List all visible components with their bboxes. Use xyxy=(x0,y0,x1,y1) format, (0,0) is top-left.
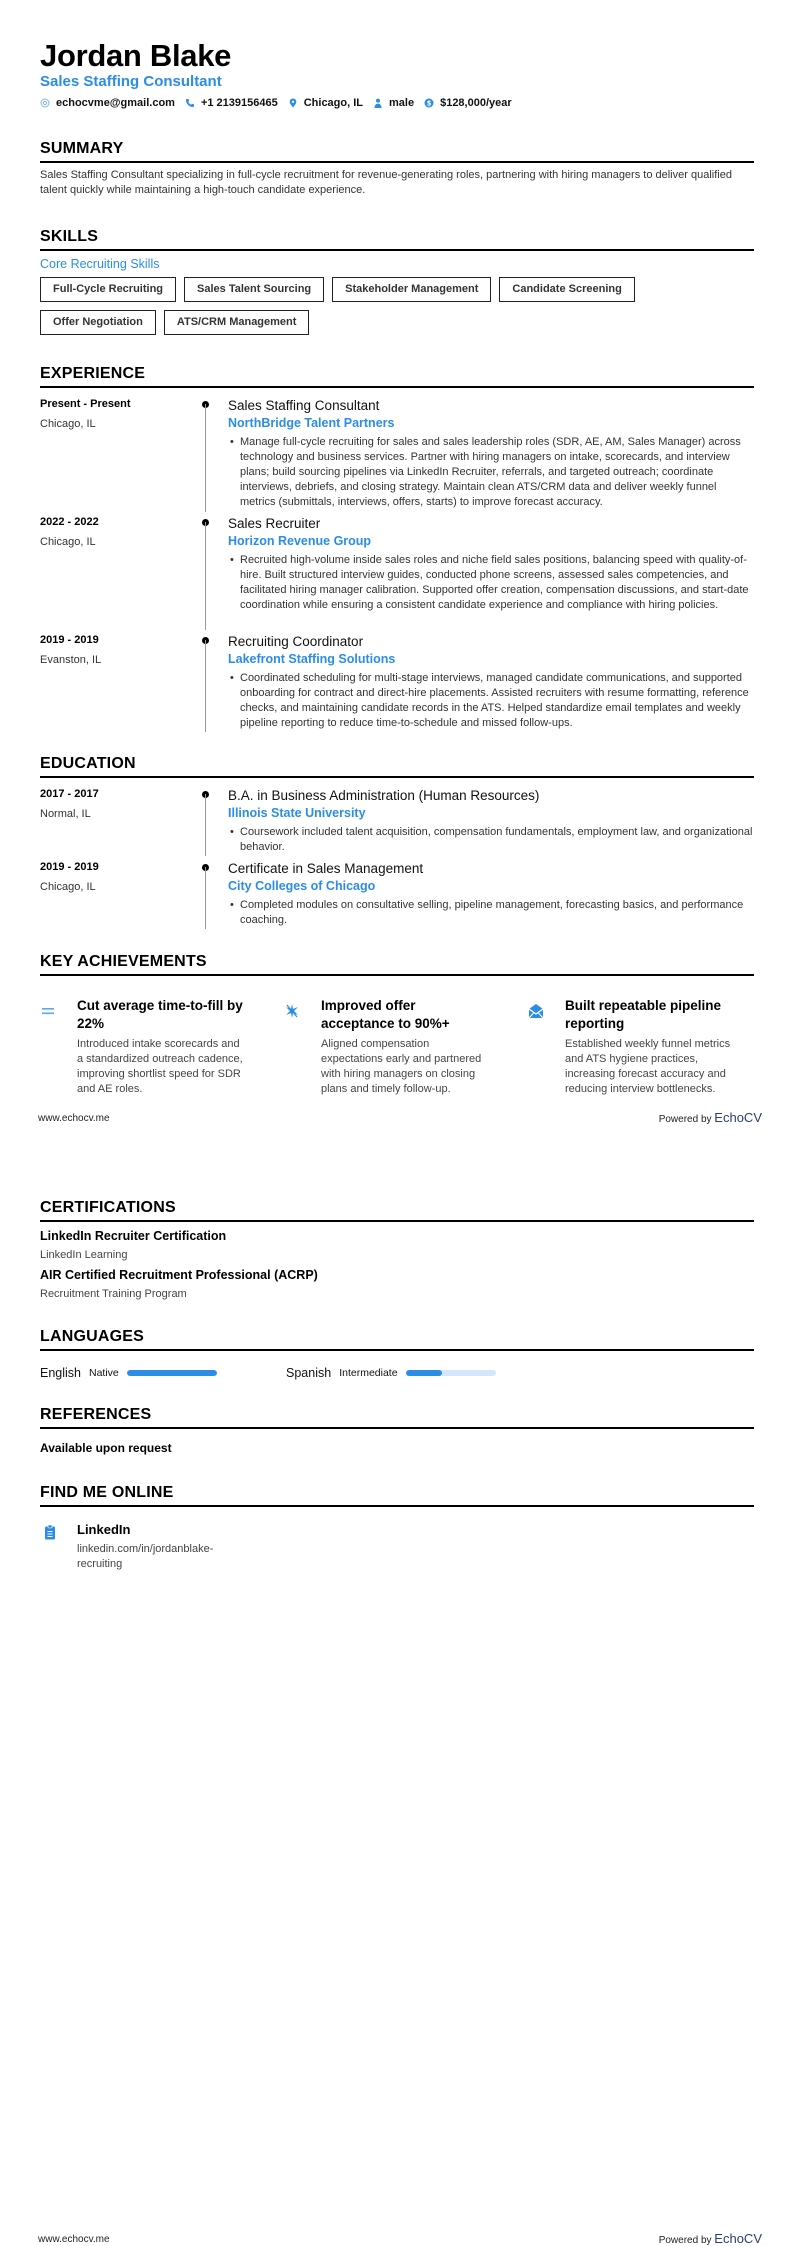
language-proficiency-bar xyxy=(406,1370,496,1376)
entry-details xyxy=(228,788,754,855)
contact-bar xyxy=(40,97,512,109)
online-profile-label: LinkedIn xyxy=(77,1522,131,1537)
section-divider xyxy=(40,1349,754,1351)
email-text: echocvme@gmail.com xyxy=(56,97,175,109)
achievements-heading: KEY ACHIEVEMENTS xyxy=(40,953,207,970)
skill-chip: ATS/CRM Management xyxy=(164,310,310,335)
summary-heading: SUMMARY xyxy=(40,140,124,157)
certifications-section-header xyxy=(40,1199,754,1222)
skills-section-header xyxy=(40,228,754,251)
skills-category: Core Recruiting Skills xyxy=(40,257,160,271)
achievements-section-header xyxy=(40,953,754,976)
phone-text: +1 2139156465 xyxy=(200,97,278,109)
entry-meta xyxy=(40,516,200,548)
entry-role: Recruiting Coordinator xyxy=(228,634,364,649)
equals-icon xyxy=(40,1003,56,1019)
svg-text:$: $ xyxy=(426,99,432,108)
timeline-line xyxy=(205,404,206,512)
summary-text: Sales Staffing Consultant specializing in full-cycle recruitment for revenue-generating roles, partnering with hiring managers to deliver qualified talent quickly while maintaining a high-touch candidate experience. xyxy=(40,169,732,196)
section-divider xyxy=(40,249,754,251)
languages-heading: LANGUAGES xyxy=(40,1328,145,1345)
salary-text: $128,000/year xyxy=(440,97,512,109)
achievement-title: Built repeatable pipeline reporting xyxy=(565,998,722,1031)
contact-location xyxy=(288,97,363,109)
gender-text: male xyxy=(389,97,415,109)
entry-description: • Manage full-cycle recruiting for sales and sales leadership roles (SDR, AE, AM, Sales Manager) across technology and business services. Partner with hiring managers on intake, scorecards, and interview plans; build sourcing pipelines via LinkedIn Recruiter, referrals, and targeted outreach; coordinate interviews, debriefs, and closing strategy. Maintain clean ATS/CRM data and deliver weekly funnel metrics (submittals, interviews, offers, starts) to improve forecast accuracy. xyxy=(228,435,754,510)
references-text: Available upon request xyxy=(40,1441,172,1455)
entry-dates: 2017 - 2017 xyxy=(40,788,99,800)
contact-salary xyxy=(424,97,512,109)
achievement-title: Cut average time-to-fill by 22% xyxy=(77,998,243,1031)
timeline-line xyxy=(205,794,206,856)
entry-dates: 2019 - 2019 xyxy=(40,861,99,873)
timeline-line xyxy=(205,867,206,929)
experience-heading: EXPERIENCE xyxy=(40,365,146,382)
skill-chip: Sales Talent Sourcing xyxy=(184,277,324,302)
skill-chip: Candidate Screening xyxy=(499,277,634,302)
certifications-heading: CERTIFICATIONS xyxy=(40,1199,176,1216)
map-pin-icon xyxy=(288,98,298,108)
education-entry xyxy=(40,788,754,854)
language-name: English xyxy=(40,1366,81,1380)
brand-logo: EchoCV xyxy=(714,1110,762,1125)
contact-gender xyxy=(373,97,414,109)
entry-meta xyxy=(40,634,200,666)
achievement-description: Established weekly funnel metrics and ATS hygiene practices, increasing forecast accuracy and reducing interview bottlenecks. xyxy=(565,1038,731,1095)
online-section-header xyxy=(40,1484,754,1507)
entry-degree: Certificate in Sales Management xyxy=(228,861,424,876)
entry-meta xyxy=(40,861,200,893)
powered-by-label: Powered by xyxy=(658,1114,712,1125)
phone-icon xyxy=(185,98,195,108)
language-level: Native xyxy=(89,1367,119,1379)
entry-description: • Coursework included talent acquisition, compensation fundamentals, employment law, and organizational behavior. xyxy=(228,825,754,855)
skills-list xyxy=(40,277,740,335)
dollar-coin-icon xyxy=(424,98,434,108)
footer-powered-by[interactable] xyxy=(659,1110,762,1125)
entry-details xyxy=(228,861,754,928)
experience-entry xyxy=(40,516,754,628)
references-heading: REFERENCES xyxy=(40,1406,152,1423)
entry-company: Horizon Revenue Group xyxy=(228,534,372,548)
languages-section-header xyxy=(40,1328,754,1351)
clipboard-icon xyxy=(44,1524,56,1540)
language-proficiency-bar xyxy=(127,1370,217,1376)
entry-details xyxy=(228,634,754,731)
entry-company: NorthBridge Talent Partners xyxy=(228,416,395,430)
education-section-header xyxy=(40,755,754,778)
skills-heading: SKILLS xyxy=(40,228,99,245)
entry-dates: 2022 - 2022 xyxy=(40,516,99,528)
location-text: Chicago, IL xyxy=(303,97,363,109)
achievement-card xyxy=(40,997,245,1097)
education-entry xyxy=(40,861,754,927)
language-level: Intermediate xyxy=(339,1367,398,1379)
section-divider xyxy=(40,161,754,163)
skill-chip: Offer Negotiation xyxy=(40,310,156,335)
entry-location: Normal, IL xyxy=(40,808,91,820)
online-profile-item[interactable] xyxy=(40,1522,237,1572)
at-sign-icon xyxy=(40,98,50,108)
entry-location: Chicago, IL xyxy=(40,536,96,548)
entry-location: Chicago, IL xyxy=(40,881,96,893)
section-divider xyxy=(40,776,754,778)
timeline-line xyxy=(205,522,206,630)
skill-chip: Full-Cycle Recruiting xyxy=(40,277,176,302)
certification-name: AIR Certified Recruitment Professional (ACRP) xyxy=(40,1268,318,1282)
timeline-line xyxy=(205,640,206,732)
entry-description: • Completed modules on consultative selling, pipeline management, forecasting basics, and performance coaching. xyxy=(228,898,754,928)
language-item xyxy=(40,1366,217,1380)
entry-details xyxy=(228,398,754,510)
online-heading: FIND ME ONLINE xyxy=(40,1484,174,1501)
achievement-description: Aligned compensation expectations early and partnered with hiring managers on closing plans and timely follow-up. xyxy=(321,1038,482,1095)
footer-url[interactable]: www.echocv.me xyxy=(38,1113,110,1124)
bar-fill xyxy=(127,1370,217,1376)
entry-description: • Coordinated scheduling for multi-stage interviews, managed candidate communications, and supported onboarding for contract and direct-hire placements. Assisted recruiters with resume formatting, reference checks, and maintaining candidate records in the ATS. Helped standardize email templates and weekly pipeline reporting to reduce time-to-schedule and missed follow-ups. xyxy=(228,671,754,731)
entry-school: City Colleges of Chicago xyxy=(228,879,376,893)
certification-issuer: Recruitment Training Program xyxy=(40,1288,187,1300)
candidate-name: Jordan Blake xyxy=(40,38,232,73)
skill-chip: Stakeholder Management xyxy=(332,277,491,302)
footer-powered-by[interactable] xyxy=(659,2231,762,2246)
contact-email[interactable] xyxy=(40,97,175,109)
entry-dates: Present - Present xyxy=(40,398,131,410)
language-item xyxy=(286,1366,496,1380)
person-icon xyxy=(373,98,383,108)
footer-url[interactable]: www.echocv.me xyxy=(38,2234,110,2245)
contact-phone[interactable] xyxy=(185,97,278,109)
online-profile-url[interactable]: linkedin.com/in/jordanblake-recruiting xyxy=(77,1543,214,1570)
experience-entry xyxy=(40,398,754,510)
entry-meta xyxy=(40,788,200,820)
achievement-description: Introduced intake scorecards and a standardized outreach cadence, improving shortlist speed for SDR and AE roles. xyxy=(77,1038,243,1095)
section-divider xyxy=(40,1220,754,1222)
language-name: Spanish xyxy=(286,1366,332,1380)
entry-description: • Recruited high-volume inside sales roles and niche field sales positions, balancing speed with quality-of-hire. Built structured interview guides, conducted phone screens, assessed sales competencies, and facilitated hiring manager calibration. Supported offer creation, compensation discussions, and start-date coordination while ensuring a consistent candidate experience and compliance with hiring policies. xyxy=(228,553,754,613)
summary-section-header xyxy=(40,140,754,163)
bar-fill xyxy=(406,1370,442,1376)
entry-dates: 2019 - 2019 xyxy=(40,634,99,646)
entry-company: Lakefront Staffing Solutions xyxy=(228,652,396,666)
references-section-header xyxy=(40,1406,754,1429)
entry-role: Sales Staffing Consultant xyxy=(228,398,380,413)
achievement-card xyxy=(528,997,733,1097)
achievement-title: Improved offer acceptance to 90%+ xyxy=(321,998,450,1031)
entry-location: Chicago, IL xyxy=(40,418,96,430)
envelope-open-icon xyxy=(528,1003,544,1019)
powered-by-label: Powered by xyxy=(658,2235,712,2246)
section-divider xyxy=(40,386,754,388)
experience-section-header xyxy=(40,365,754,388)
entry-degree: B.A. in Business Administration (Human Resources) xyxy=(228,788,540,803)
entry-school: Illinois State University xyxy=(228,806,366,820)
entry-meta xyxy=(40,398,200,430)
entry-role: Sales Recruiter xyxy=(228,516,321,531)
entry-location: Evanston, IL xyxy=(40,654,102,666)
certification-name: LinkedIn Recruiter Certification xyxy=(40,1229,227,1243)
section-divider xyxy=(40,1505,754,1507)
brand-logo: EchoCV xyxy=(714,2231,762,2246)
entry-details xyxy=(228,516,754,613)
sparkle-icon xyxy=(284,1003,300,1019)
achievement-card xyxy=(284,997,489,1097)
section-divider xyxy=(40,1427,754,1429)
section-divider xyxy=(40,974,754,976)
education-heading: EDUCATION xyxy=(40,755,136,772)
experience-entry xyxy=(40,634,754,730)
certification-issuer: LinkedIn Learning xyxy=(40,1249,128,1261)
candidate-title: Sales Staffing Consultant xyxy=(40,73,222,90)
